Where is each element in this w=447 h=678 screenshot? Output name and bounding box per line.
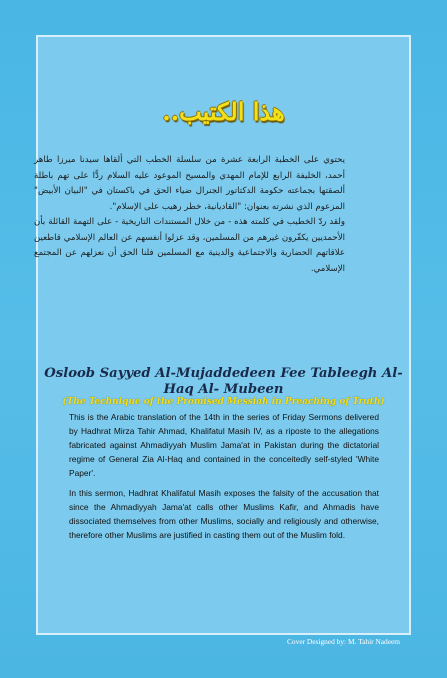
arabic-paragraph-2: ولقد ردّ الخطيب في كلمته هذه - من خلال المستندات التاريخية - على التهمة القائلة بأن الأحمديين يكفّرون غيرهم من المسلمين، وقد عزلوا أنفسهم عن العالم الإسلامي قاطعين علاقاتهم الحضارية والاجتماعية والدينية مع المسلمين فلنا الحق أن نعزلهم عن المجتمع الإسلامي. (34, 217, 345, 274)
english-title: Osloob Sayyed Al-Mujaddedeen Fee Tableegh Al-Haq Al- Mubeen (44, 366, 403, 397)
english-paragraph-1: This is the Arabic translation of the 14th in the series of Friday Sermons delivered by Hadhrat Mirza Tahir Ahmad, Khalifatul Masih IV, as a riposte to the allegations fabricated against Ahmadiyyah Muslim Jama'at in Pakistan during the dictatorial regime of General Zia Al-Haq and contained in the conceitedly self-styled 'White Paper'. (69, 412, 379, 478)
arabic-description (34, 153, 345, 277)
cover-designer-credit: Cover Designed by: M. Tahir Nadeem (287, 637, 401, 646)
english-paragraph-2: In this sermon, Hadhrat Khalifatul Masih exposes the falsity of the accusation that since the Ahmadiyyah Jama'at calls other Muslims Kafir, and Ahmadis have dissociated themselves from other Muslims, socially and religiously and otherwise, therefore other Muslims are justified in casting them out of the Muslim fold. (69, 488, 379, 540)
arabic-title: هذا الكتيب.. (162, 97, 285, 126)
english-description (69, 410, 379, 548)
arabic-paragraph-1: يحتوي على الخطبة الرابعة عشرة من سلسلة الخطب التي ألقاها سيدنا ميرزا طاهر أحمد، الخليفة الرابع للإمام المهدي والمسيح الموعود عليه السلام ردًّا على تهم باطلة ألصقتها بجماعته حكومة الدكتاتور الجنرال ضياء الحق في باكستان في "البيان الأبيض" المزعوم الذي نشرته بعنوان: "القاديانية، خطر رهيب على الإسلام". (34, 155, 345, 212)
english-subtitle: (The Technique of the Promised Messiah in Preaching of Truth) (62, 397, 385, 407)
